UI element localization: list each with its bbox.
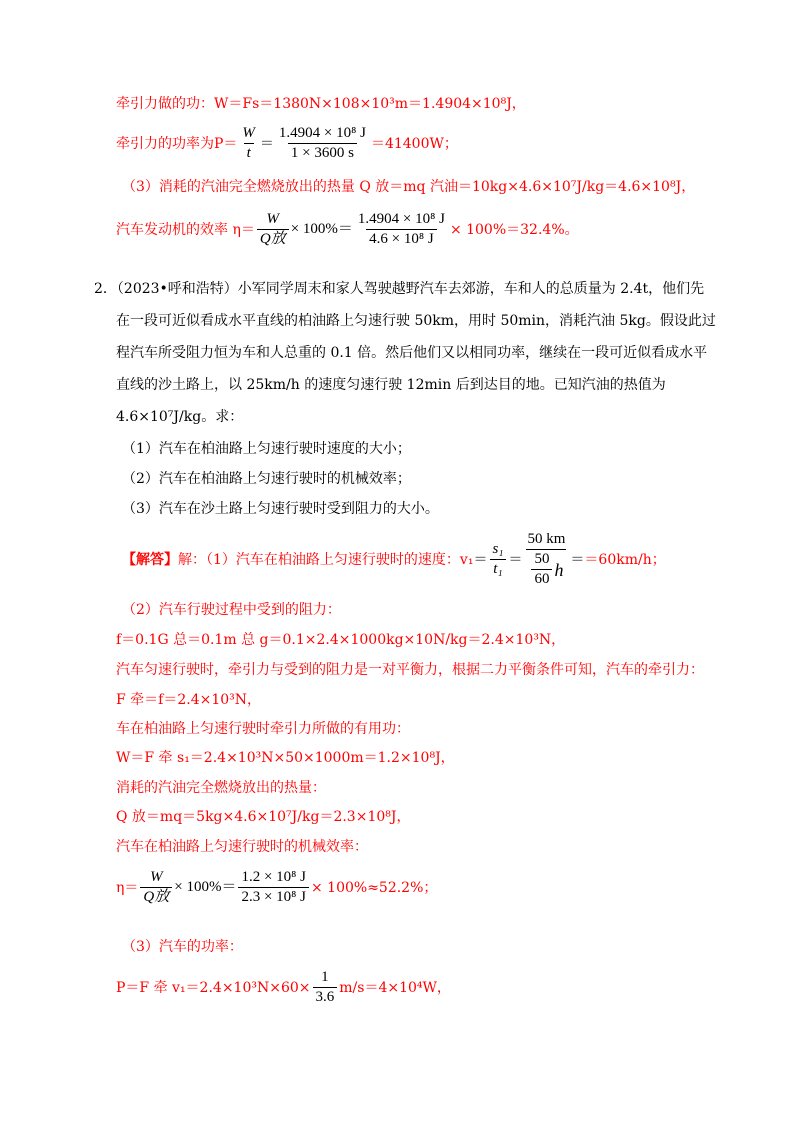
useful-work-line: W＝F 牵 s₁＝2.4×10³N×50×1000m＝1.2×10⁸J， xyxy=(116,750,455,766)
question2-sub3: （3）汽车在沙土路上匀速行驶时受到阻力的大小。 xyxy=(122,501,439,517)
useful-work-title: 车在柏油路上匀速行驶时牵引力所做的有用功： xyxy=(116,721,410,737)
mech-efficiency-ratio-fraction xyxy=(140,870,172,905)
efficiency-ratio-denominator: Q放 xyxy=(257,229,289,247)
mech-efficiency-result: × 100%≈52.2%； xyxy=(310,879,438,896)
car-power-line xyxy=(116,970,451,1005)
answer1-result: ＝60km/h； xyxy=(584,551,666,568)
traction-line: F 牵＝f＝2.4×10³N， xyxy=(116,692,262,708)
gas-heat-title: 消耗的汽油完全燃烧放出的热量： xyxy=(116,780,326,796)
question2-line2: 在一段可近似看成水平直线的柏油路上匀速行驶 50km，用时 50min，消耗汽油 5kg。假设此过 xyxy=(116,313,716,329)
question2-line3: 程汽车所受阻力恒为车和人总重的 0.1 倍。然后他们又以相同功率，继续在一段可近似看成水平 xyxy=(116,345,708,361)
speed-value-fraction xyxy=(525,532,569,587)
mech-efficiency-value-denominator: 2.3 × 10⁸ J xyxy=(238,887,309,905)
power-result: ＝41400W； xyxy=(370,135,458,152)
efficiency-line xyxy=(116,212,579,247)
power-prefix: 牵引力的功率为P＝ xyxy=(116,135,238,152)
speed-conversion-numerator: 1 xyxy=(321,969,329,985)
efficiency-result: × 100%＝32.4%。 xyxy=(449,221,579,238)
efficiency-mid: × 100%＝ xyxy=(290,221,353,237)
speed-ratio-numerator: s₁ xyxy=(492,541,504,557)
mech-efficiency-title: 汽车在柏油路上匀速行驶时的机械效率： xyxy=(116,839,368,855)
gas-heat-line: Q 放＝mq＝5kg×4.6×10⁷J/kg＝2.3×10⁸J， xyxy=(116,809,411,825)
mech-efficiency-prefix: η＝ xyxy=(116,879,139,896)
heat-line: （3）消耗的汽油完全燃烧放出的热量 Q 放＝mq 汽油＝10kg×4.6×10⁷J/kg＝4.6×10⁸J， xyxy=(122,179,696,195)
power-ratio-denominator: t xyxy=(244,143,254,161)
balance-line: 汽车匀速行驶时，牵引力与受到的阻力是一对平衡力，根据二力平衡条件可知，汽车的牵引力： xyxy=(116,662,704,678)
speed-ratio-denominator: t₁ xyxy=(490,559,505,577)
mech-efficiency-ratio-denominator: Q放 xyxy=(140,887,172,905)
answer1-prefix: 解：（1）汽车在柏油路上匀速行驶时的速度：v₁ xyxy=(178,551,474,568)
hour-unit: h xyxy=(554,559,564,580)
mech-efficiency-line xyxy=(116,870,437,905)
answer1-line: 【解答】 解：（1）汽车在柏油路上匀速行驶时的速度：v₁ ＝ $\frac{\text{s₁}}{\text{t₁}}$ ＝ 50 km $\frac{50}{60}$ h ＝ ＝60km/h； xyxy=(122,531,666,587)
mech-efficiency-ratio-numerator: W xyxy=(150,869,163,885)
power-ratio-fraction xyxy=(239,126,258,161)
power-value-numerator: 1.4904 × 10⁸ J xyxy=(278,125,366,141)
mech-efficiency-value-numerator: 1.2 × 10⁸ J xyxy=(241,869,306,885)
answer2-title: （2）汽车行驶过程中受到的阻力： xyxy=(122,602,341,618)
answer-label: 【解答】 xyxy=(122,551,178,568)
speed-ratio-fraction xyxy=(489,542,506,577)
minutes-numerator: 50 xyxy=(534,551,550,567)
minutes-denominator: 60 xyxy=(531,569,552,587)
power-line: 牵引力的功率为P＝ $\frac{W}{t}$ ＝ $\frac{\text{1.4904 × 10⁸ J}}{1 \times 3600 s}$ ＝41400W； xyxy=(116,125,458,161)
efficiency-value-denominator: 4.6 × 10⁸ J xyxy=(366,229,437,247)
speed-conversion-denominator: 3.6 xyxy=(313,987,338,1005)
car-power-prefix: P＝F 牵 v₁＝2.4×10³N×60× xyxy=(116,979,311,996)
mech-efficiency-value-fraction xyxy=(238,870,309,905)
question2-line1: 2．（2023•呼和浩特）小军同学周末和家人驾驶越野汽车去郊游，车和人的总质量为 2.4t，他们先 xyxy=(94,281,705,297)
car-power-result: m/s＝4×10⁴W， xyxy=(339,979,451,996)
efficiency-ratio-fraction xyxy=(257,212,289,247)
power-value-fraction xyxy=(276,126,369,161)
minutes-to-hours-fraction xyxy=(531,552,552,587)
efficiency-prefix: 汽车发动机的效率 η＝ xyxy=(116,221,255,238)
question2-line4: 直线的沙土路上，以 25km/h 的速度匀速行驶 12min 后到达目的地。已知汽油的热值为 xyxy=(116,377,666,393)
question2-sub2: （2）汽车在柏油路上匀速行驶时的机械效率； xyxy=(122,471,411,487)
speed-value-numerator: 50 km xyxy=(527,531,566,547)
question2-sub1: （1）汽车在柏油路上匀速行驶时速度的大小； xyxy=(122,441,411,457)
power-value-denominator: 1 × 3600 s xyxy=(288,143,357,161)
power-ratio-numerator: W xyxy=(242,125,255,141)
resistance-line: f＝0.1G 总＝0.1m 总 g＝0.1×2.4×1000kg×10N/kg＝2.4×10³N， xyxy=(116,632,566,648)
mech-efficiency-mid: × 100%＝ xyxy=(174,879,237,895)
work-line: 牵引力做的功：W＝Fs＝1380N×108×10³m＝1.4904×10⁸J， xyxy=(116,96,526,112)
answer3-title: （3）汽车的功率： xyxy=(122,939,243,955)
question2-line5: 4.6×10⁷J/kg。求： xyxy=(116,409,244,425)
speed-conversion-fraction xyxy=(313,970,338,1005)
efficiency-value-fraction xyxy=(355,212,448,247)
efficiency-ratio-numerator: W xyxy=(266,211,280,227)
efficiency-value-numerator: 1.4904 × 10⁸ J xyxy=(357,211,445,227)
